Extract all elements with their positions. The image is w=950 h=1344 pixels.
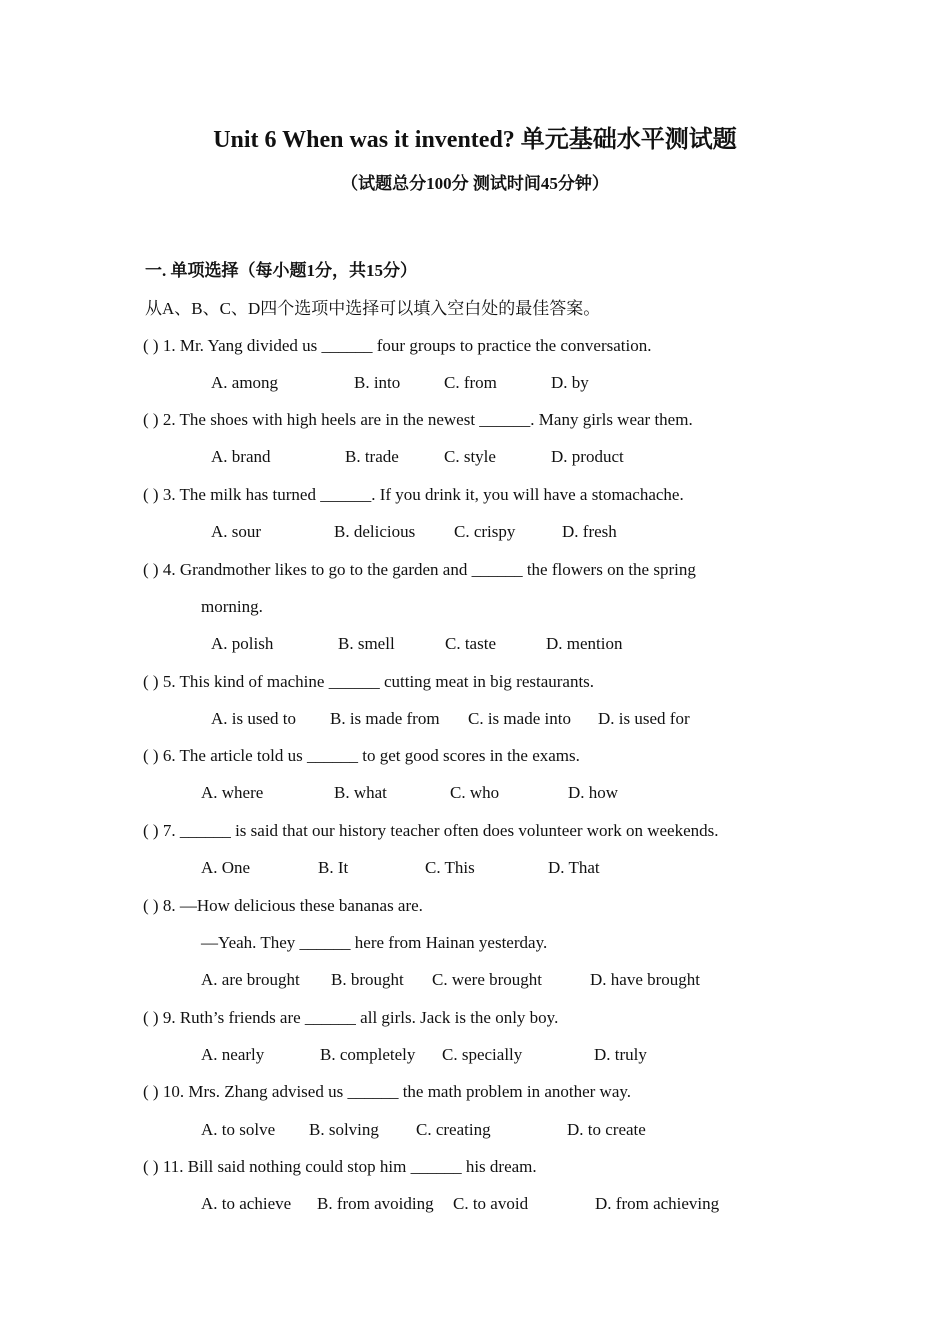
question-6-stem: ( ) 6. The article told us ______ to get good scores in the exams.: [143, 746, 580, 765]
q1-option-a: A. among: [211, 373, 279, 392]
q4-option-a: A. polish: [211, 634, 274, 653]
q5-option-d: D. is used for: [598, 709, 690, 728]
q10-option-c: C. creating: [416, 1120, 491, 1139]
q8-option-b: B. brought: [331, 970, 404, 989]
q6-option-b: B. what: [334, 783, 387, 802]
q4-option-d: D. mention: [546, 634, 623, 653]
question-4-stem: ( ) 4. Grandmother likes to go to the garden and ______ the flowers on the spring: [143, 560, 696, 579]
q3-option-b: B. delicious: [334, 522, 416, 541]
q7-option-d: D. That: [548, 858, 600, 877]
section-instruction: 从A、B、C、D四个选项中选择可以填入空白处的最佳答案。: [145, 299, 601, 318]
q5-option-c: C. is made into: [468, 709, 571, 728]
q8-option-a: A. are brought: [201, 970, 300, 989]
section-heading: 一. 单项选择（每小题1分，共15分）: [145, 261, 417, 280]
q2-option-a: A. brand: [211, 447, 271, 466]
question-8-stem-continued: —Yeah. They ______ here from Hainan yesterday.: [201, 933, 548, 952]
question-11-stem: ( ) 11. Bill said nothing could stop him ______ his dream.: [143, 1157, 537, 1176]
question-5-stem: ( ) 5. This kind of machine ______ cutting meat in big restaurants.: [143, 672, 595, 691]
q7-option-c: C. This: [425, 858, 475, 877]
q9-option-d: D. truly: [594, 1045, 647, 1064]
q3-option-c: C. crispy: [454, 522, 516, 541]
q11-option-b: B. from avoiding: [317, 1194, 434, 1213]
q8-option-d: D. have brought: [590, 970, 701, 989]
q11-option-c: C. to avoid: [453, 1194, 529, 1213]
q5-option-a: A. is used to: [211, 709, 296, 728]
q10-option-d: D. to create: [567, 1120, 646, 1139]
q9-option-c: C. specially: [442, 1045, 523, 1064]
q10-option-a: A. to solve: [201, 1120, 276, 1139]
q1-option-d: D. by: [551, 373, 589, 392]
page-subtitle: （试题总分100分 测试时间45分钟）: [341, 174, 609, 193]
question-8-stem: ( ) 8. —How delicious these bananas are.: [143, 896, 423, 915]
q8-option-c: C. were brought: [432, 970, 543, 989]
q11-option-a: A. to achieve: [201, 1194, 292, 1213]
question-7-stem: ( ) 7. ______ is said that our history teacher often does volunteer work on weekends.: [143, 821, 719, 840]
q10-option-b: B. solving: [309, 1120, 379, 1139]
q7-option-b: B. It: [318, 858, 349, 877]
q6-option-a: A. where: [201, 783, 264, 802]
q4-option-b: B. smell: [338, 634, 395, 653]
q1-option-c: C. from: [444, 373, 497, 392]
q9-option-b: B. completely: [320, 1045, 416, 1064]
q2-option-b: B. trade: [345, 447, 399, 466]
q3-option-a: A. sour: [211, 522, 262, 541]
q5-option-b: B. is made from: [330, 709, 440, 728]
q9-option-a: A. nearly: [201, 1045, 265, 1064]
q6-option-d: D. how: [568, 783, 619, 802]
q11-option-d: D. from achieving: [595, 1194, 720, 1213]
question-10-stem: ( ) 10. Mrs. Zhang advised us ______ the math problem in another way.: [143, 1082, 632, 1101]
question-4-stem-continued: morning.: [201, 597, 263, 616]
q6-option-c: C. who: [450, 783, 500, 802]
question-3-stem: ( ) 3. The milk has turned ______. If you drink it, you will have a stomachache.: [143, 485, 684, 504]
q2-option-c: C. style: [444, 447, 496, 466]
q2-option-d: D. product: [551, 447, 624, 466]
q7-option-a: A. One: [201, 858, 251, 877]
q1-option-b: B. into: [354, 373, 401, 392]
q4-option-c: C. taste: [445, 634, 496, 653]
q3-option-d: D. fresh: [562, 522, 617, 541]
question-2-stem: ( ) 2. The shoes with high heels are in the newest ______. Many girls wear them.: [143, 410, 693, 429]
page-title: Unit 6 When was it invented? 单元基础水平测试题: [213, 127, 737, 153]
question-9-stem: ( ) 9. Ruth’s friends are ______ all girls. Jack is the only boy.: [143, 1008, 559, 1027]
question-1-stem: ( ) 1. Mr. Yang divided us ______ four groups to practice the conversation.: [143, 336, 652, 355]
